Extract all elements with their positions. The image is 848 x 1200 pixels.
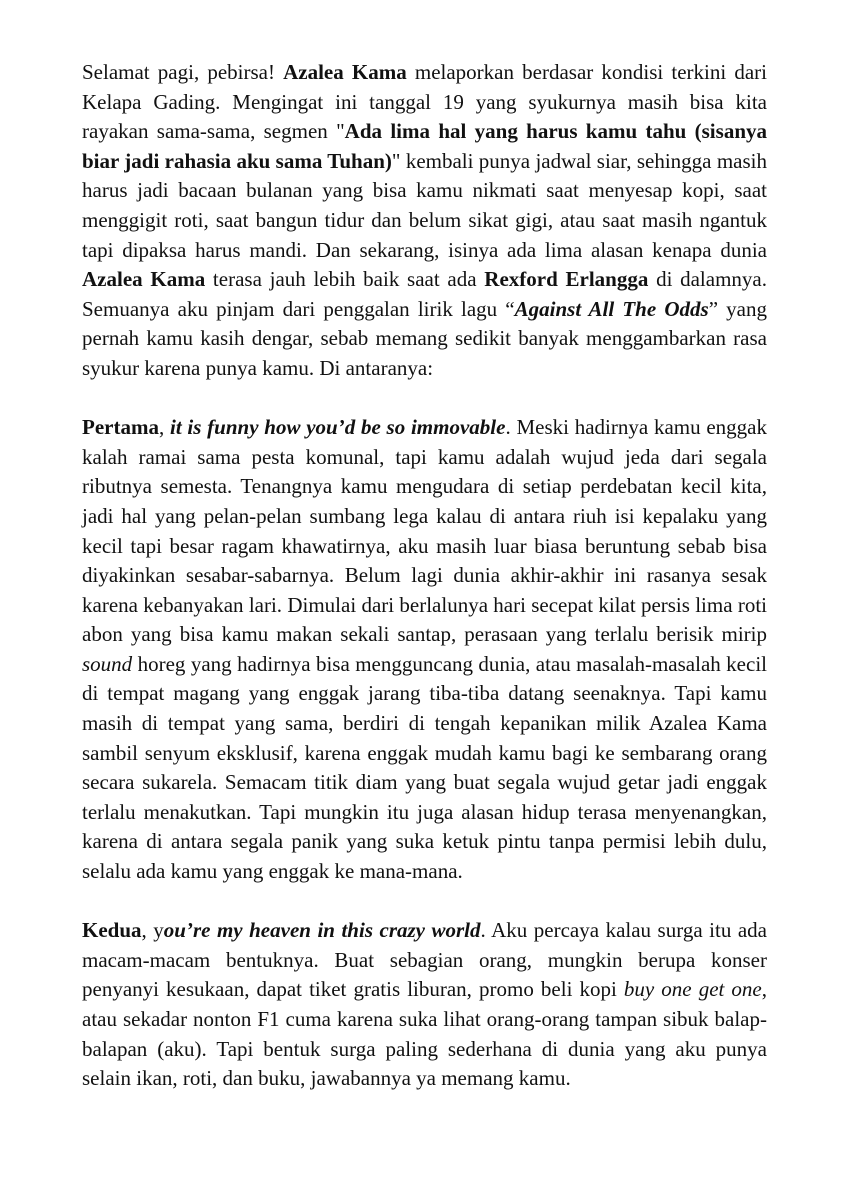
author-name: Azalea Kama [283, 60, 407, 84]
document-page [82, 58, 767, 1094]
text-run: . Aku percaya kalau surga itu ada macam-macam bentuknya. Buat sebagian orang, mungkin berupa konser penyanyi kesukaan, dapat tiket gratis liburan, promo beli kopi [82, 918, 767, 1002]
text-run: ” yang pernah kamu kasih dengar, sebab memang sedikit banyak menggambarkan rasa syukur karena punya kamu. Di antaranya: [82, 296, 767, 380]
paragraph-first-reason [82, 413, 767, 887]
text-run: terasa jauh lebih baik saat ada [205, 267, 485, 292]
lyric-quote: it is funny how you’d be so immovable [169, 415, 506, 440]
text-run: , [158, 415, 170, 440]
text-run: Selamat pagi, pebirsa! [82, 60, 284, 84]
reason-label: Kedua [82, 918, 142, 943]
paragraph-intro [82, 58, 767, 384]
text-run: horeg yang hadirnya bisa mengguncang dunia, atau masalah-masalah kecil di tempat magang yang enggak jarang tiba-tiba datang seenaknya. Tapi kamu masih di tempat yang sama, berdiri di tengah kepanikan milik Azalea Kama sambil senyum eksklusif, karena enggak mudah kamu bagi ke sembarang orang secara sukarela. Semacam titik diam yang buat segala wujud getar jadi enggak terlalu menakutkan. Tapi mungkin itu juga alasan hidup terasa menyenangkan, karena di antara segala panik yang suka ketuk pintu tanpa permisi lebih dulu, selalu ada kamu yang enggak ke mana-mana. [82, 651, 767, 884]
segment-title: Ada lima hal yang harus kamu tahu (sisanya biar jadi rahasia aku sama Tuhan) [82, 119, 767, 173]
text-run: melaporkan berdasar kondisi terkini dari Kelapa Gading. Mengingat ini tanggal 19 yang syukurnya masih bisa kita rayakan sama-sama, segmen " [82, 60, 767, 144]
partner-name: Rexford Erlangga [484, 267, 649, 292]
lyric-quote: ou’re my heaven in this crazy world [163, 918, 481, 943]
text-run: , atau sekadar nonton F1 cuma karena suka lihat orang-orang tampan sibuk balap-balapan (aku). Tapi bentuk surga paling sederhana di dunia yang aku punya selain ikan, roti, dan buku, jawabannya ya memang kamu. [82, 977, 768, 1091]
italic-term: buy one get one [623, 977, 762, 1002]
text-run: di dalamnya. Semuanya aku pinjam dari penggalan lirik lagu “ [82, 267, 767, 321]
paragraph-second-reason [82, 916, 767, 1094]
text-run: . Meski hadirnya kamu enggak kalah ramai sama pesta komunal, tapi kamu adalah wujud jeda dari segala ributnya semesta. Tenangnya kamu mengudara di setiap perdebatan kecil kita, jadi hal yang pelan-pelan sumbang lega kalau di antara riuh isi kepalaku yang kecil tapi besar ragam khawatirnya, aku masih luar biasa beruntung sebab bisa diyakinkan sesabar-sabarnya. Belum lagi dunia akhir-akhir ini rasanya sesak karena kebanyakan lari. Dimulai dari berlalunya hari secepat kilat persis lima roti abon yang bisa kamu makan sekali santap, perasaan yang terlalu berisik mirip [82, 415, 767, 647]
text-run: " kembali punya jadwal siar, sehingga masih harus jadi bacaan bulanan yang bisa kamu nikmati saat menyesap kopi, saat menggigit roti, saat bangun tidur dan belum sikat gigi, atau saat masih ngantuk tapi dipaksa harus mandi. Dan sekarang, isinya ada lima alasan kenapa dunia [82, 148, 767, 262]
song-title: Against All The Odds [514, 296, 709, 321]
text-run: , y [141, 918, 164, 943]
reason-label: Pertama [82, 415, 159, 440]
author-name: Azalea Kama [82, 267, 206, 292]
italic-term: sound [82, 651, 133, 676]
